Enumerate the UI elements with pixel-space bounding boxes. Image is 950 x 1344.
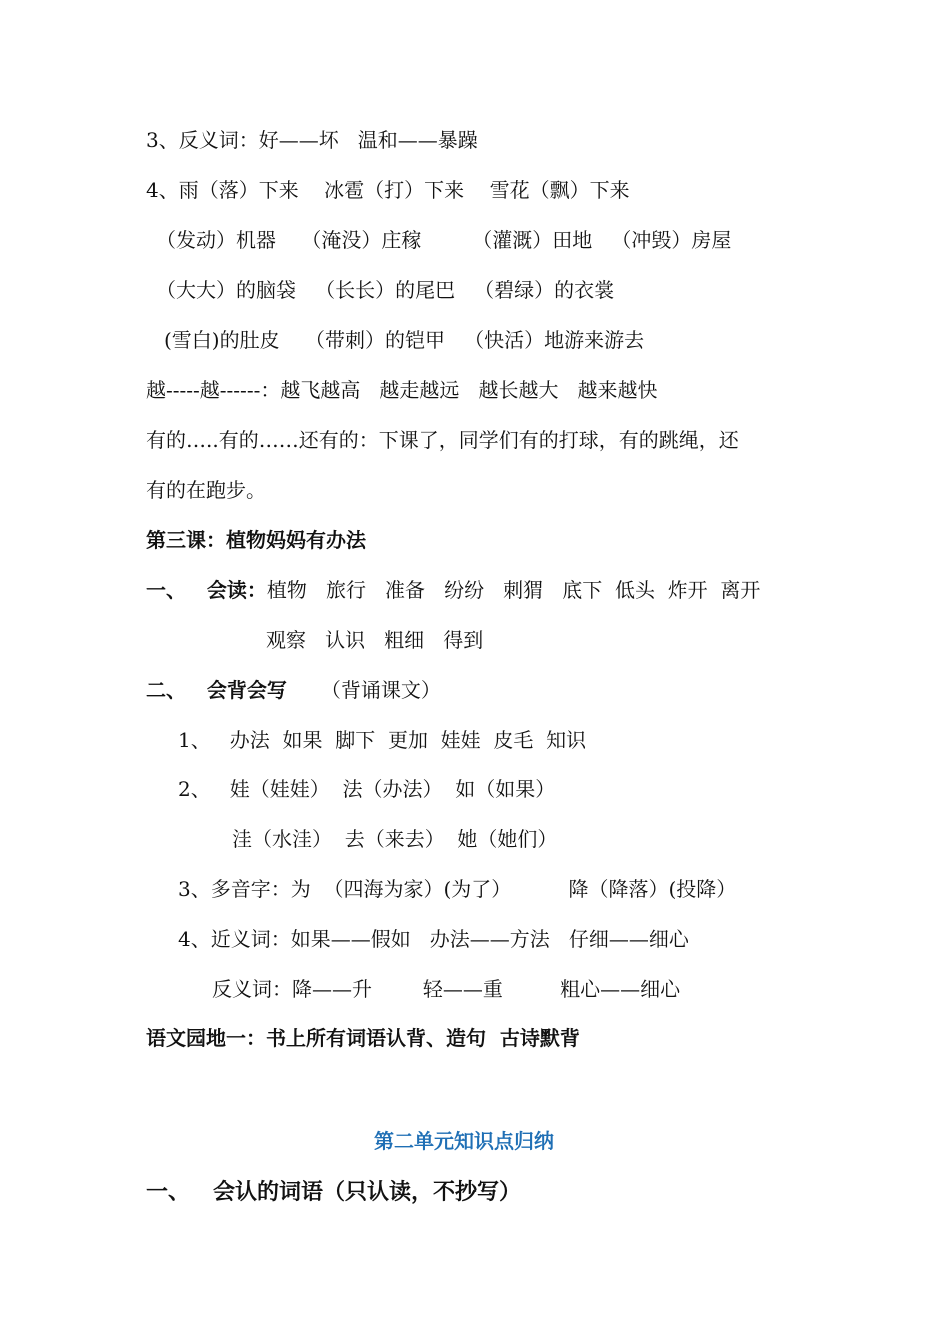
- language-garden-line: 语文园地一：书上所有词语认背、造句 古诗默背: [146, 1026, 580, 1050]
- read-words-label: 一、 会读：: [146, 578, 267, 602]
- character-groups-1: 2、 娃（娃娃） 法（办法） 如（如果）: [178, 777, 556, 801]
- read-words-line-2: 观察 认识 粗细 得到: [266, 628, 484, 652]
- pattern-yue-line: 越-----越------：越飞越高 越走越远 越长越大 越来越快: [146, 378, 658, 402]
- read-words-line: [146, 578, 760, 602]
- phrase-line-verbs: （发动）机器 （淹没）庄稼 （灌溉）田地 （冲毁）房屋: [156, 228, 732, 252]
- lesson-three-title: 第三课：植物妈妈有办法: [146, 528, 366, 552]
- recite-write-line: [146, 678, 441, 702]
- unit-two-heading: 第二单元知识点归纳: [374, 1129, 554, 1153]
- write-words-list: 1、 办法 如果 脚下 更加 娃娃 皮毛 知识: [178, 728, 587, 752]
- recite-write-note: （背诵课文）: [320, 678, 441, 702]
- antonym-line-2: 反义词：降——升 轻——重 粗心——细心: [212, 977, 681, 1001]
- recite-write-label: 二、 会背会写: [146, 678, 287, 702]
- antonym-line-1: 3、反义词：好——坏 温和——暴躁: [146, 128, 478, 152]
- pattern-youde-continued: 有的在跑步。: [146, 478, 266, 502]
- phrase-line-descriptions: (雪白)的肚皮 （带刺）的铠甲 （快活）地游来游去: [164, 328, 645, 352]
- synonym-line: 4、近义词：如果——假如 办法——方法 仔细——细心: [178, 927, 689, 951]
- phrase-line-rain: 4、雨（落）下来 冰雹（打）下来 雪花（飘）下来: [146, 178, 630, 202]
- section-recognize-words: 一、 会认的词语（只认读，不抄写）: [146, 1180, 521, 1205]
- read-words-list: 植物 旅行 准备 纷纷 刺猬 底下 低头 炸开 离开: [266, 578, 761, 602]
- character-groups-2: 洼（水洼） 去（来去） 她（她们）: [232, 827, 558, 851]
- phrase-line-adjectives: （大大）的脑袋 （长长）的尾巴 （碧绿）的衣裳: [156, 278, 615, 302]
- pattern-youde-line: 有的…..有的……还有的：下课了，同学们有的打球，有的跳绳，还: [146, 428, 739, 452]
- polyphonic-line: 3、多音字：为 （四海为家）(为了） 降（降落）(投降）: [178, 877, 737, 901]
